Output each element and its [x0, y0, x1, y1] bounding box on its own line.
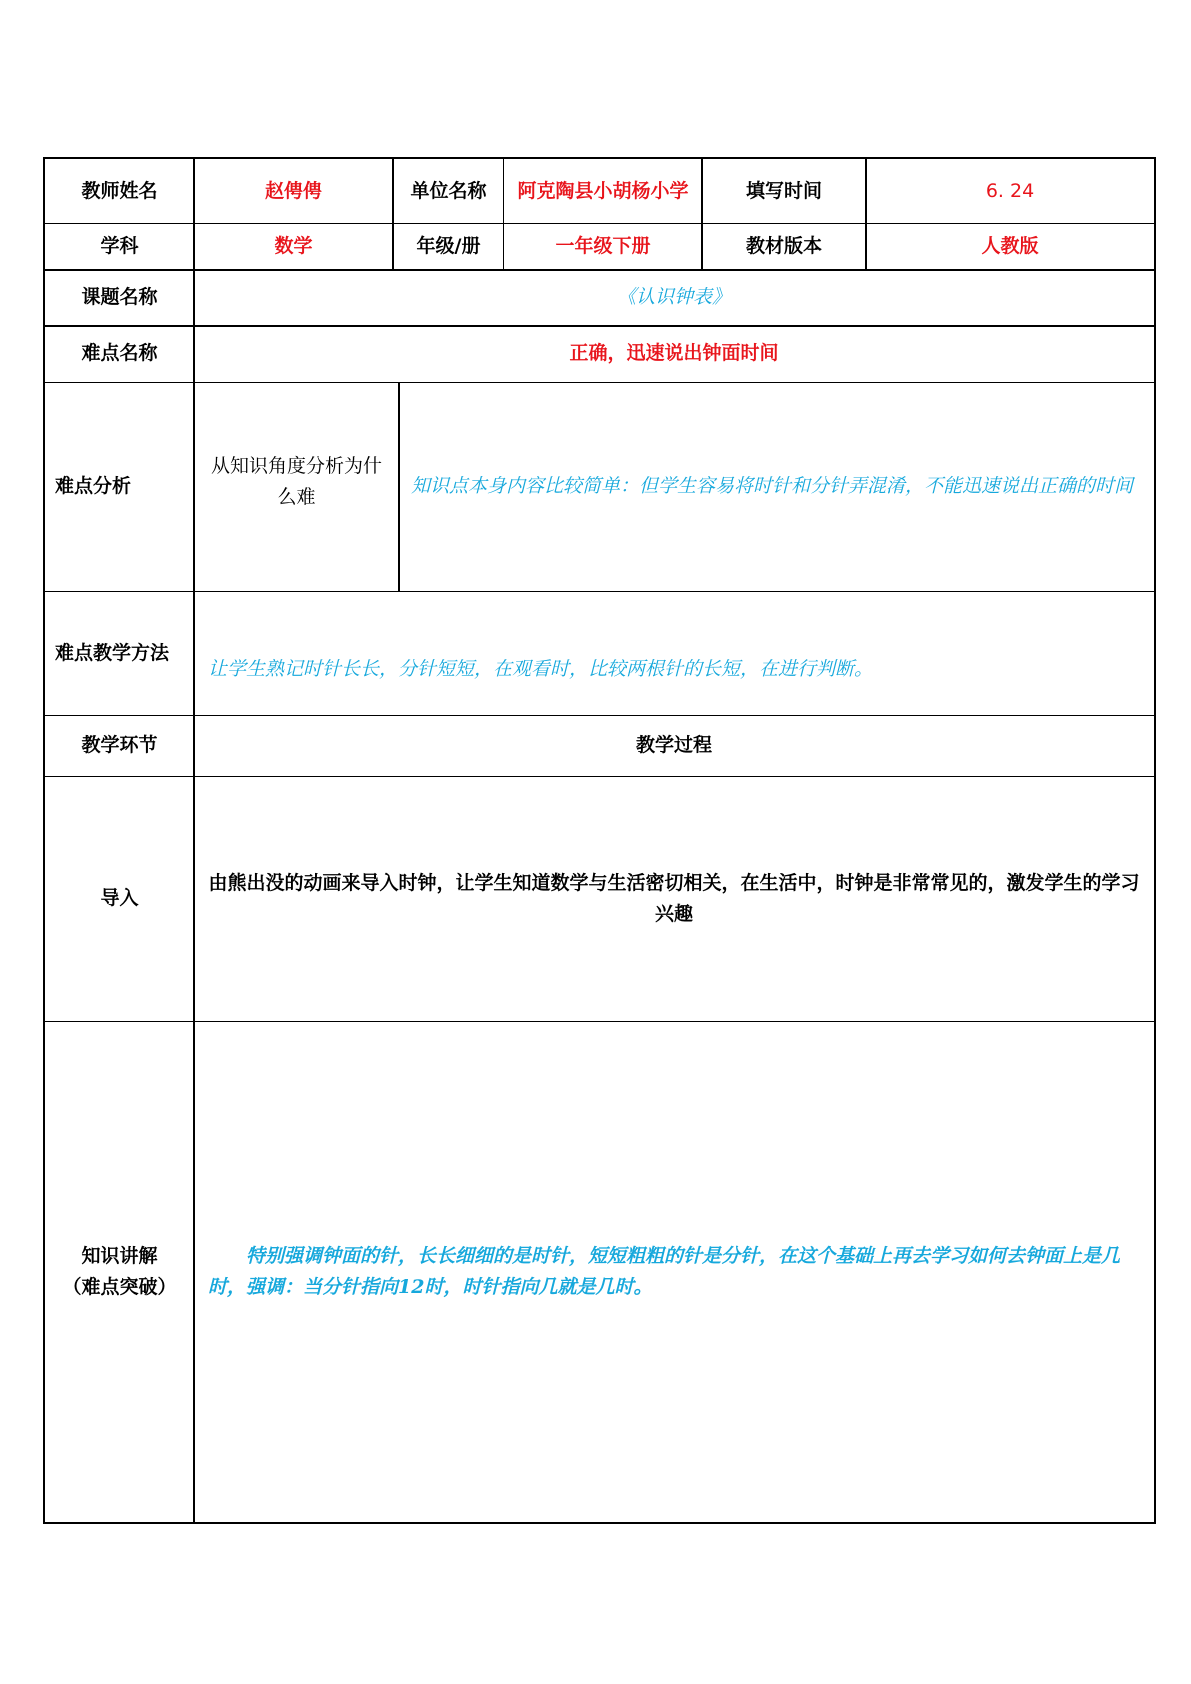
process-stage-label: 教学环节 [81, 734, 158, 756]
difficulty-value: 正确，迅速说出钟面时间 [569, 342, 779, 364]
subject-value: 数学 [274, 234, 313, 257]
date-value: 6. 24 [985, 179, 1035, 202]
analysis-label: 难点分析 [55, 475, 132, 497]
difficulty-label: 难点名称 [81, 342, 158, 364]
method-value: 让学生熟记时针长长，分针短短，在观看时，比较两根针的长短，在进行判断。 [208, 657, 874, 680]
knowledge-text: 特别强调钟面的针，长长细细的是时针，短短粗粗的针是分针，在这个基础上再去学习如何去钟面上是几时，强调：当分针指向12时，时针指向几就是几时。 [208, 1244, 1121, 1298]
knowledge-value [194, 1021, 1154, 1522]
lesson-plan-table [43, 157, 1156, 1524]
edition-value: 人教版 [981, 234, 1039, 257]
topic-value: 《认识钟表》 [616, 285, 731, 308]
method-label: 难点教学方法 [55, 641, 170, 664]
subject-label: 学科 [100, 234, 139, 257]
analysis-sublabel: 从知识角度分析为什么难 [210, 454, 382, 508]
unit-label: 单位名称 [410, 179, 487, 202]
process-label: 教学过程 [635, 734, 712, 756]
edition-label: 教材版本 [745, 234, 822, 257]
topic-label: 课题名称 [81, 285, 158, 308]
date-label: 填写时间 [745, 179, 822, 202]
grade-label: 年级/册 [416, 234, 481, 257]
analysis-value: 知识点本身内容比较简单：但学生容易将时针和分针弄混淆，不能迅速说出正确的时间 [411, 475, 1134, 497]
teacher-label: 教师姓名 [81, 179, 158, 202]
intro-value: 由熊出没的动画来导入时钟，让学生知道数学与生活密切相关，在生活中，时钟是非常常见的，激发学生的学习兴趣 [208, 871, 1140, 925]
unit-value: 阿克陶县小胡杨小学 [517, 179, 689, 202]
knowledge-label-line1: 知识讲解 [81, 1244, 158, 1267]
intro-label: 导入 [100, 887, 139, 909]
knowledge-label [45, 1021, 194, 1522]
knowledge-label-line2: （难点突破） [62, 1275, 177, 1298]
teacher-value: 赵俜俜 [264, 179, 322, 202]
grade-value: 一年级下册 [555, 234, 651, 257]
